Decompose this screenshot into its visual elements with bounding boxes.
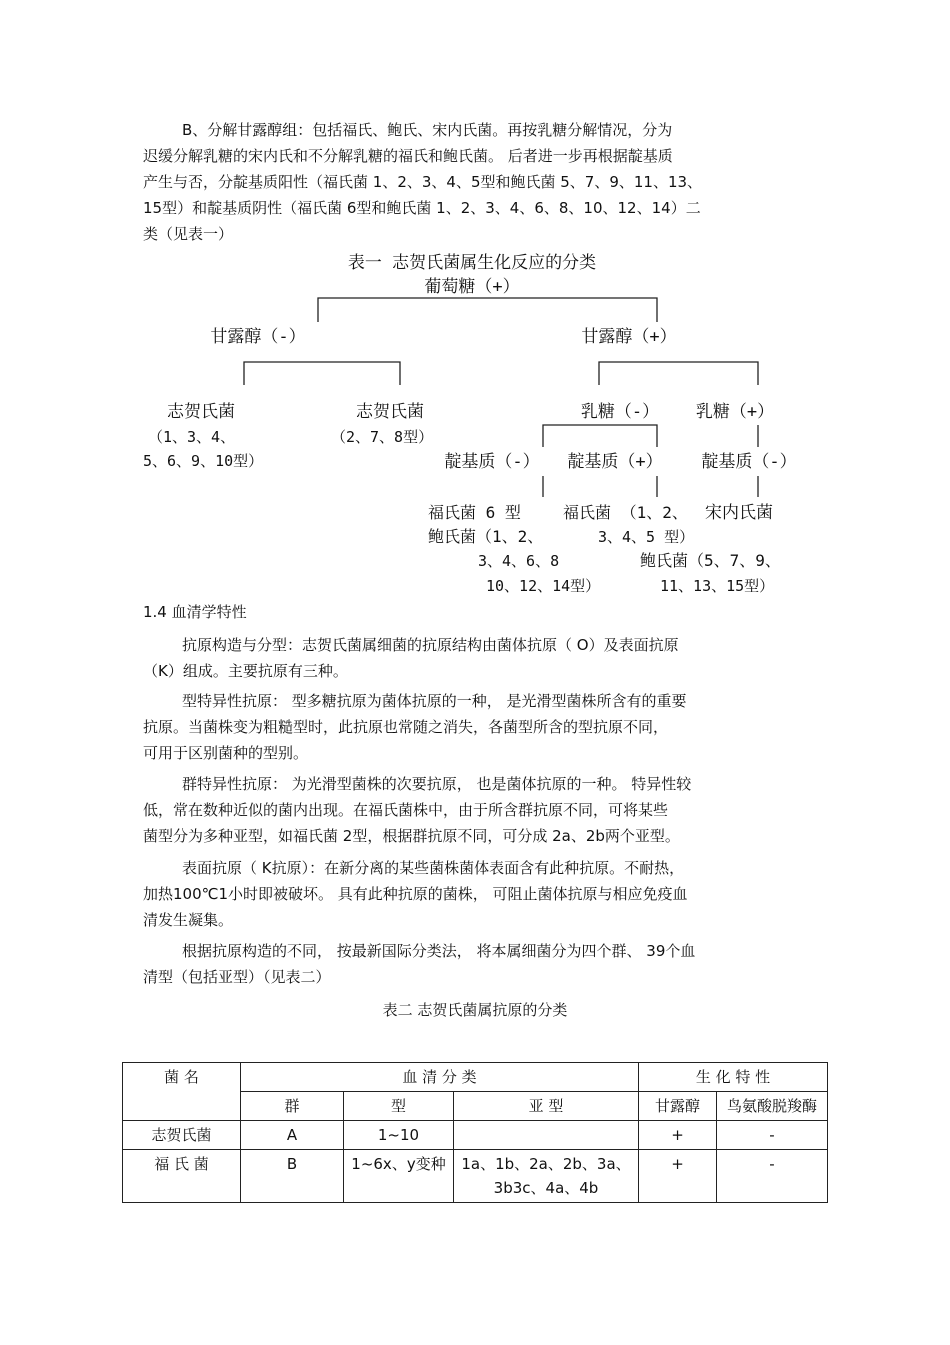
header-cell: 生 化 特 性 xyxy=(639,1063,828,1092)
text-line: 清型（包括亚型）（见表二） xyxy=(143,968,331,986)
node-glucose: 葡萄糖（+） xyxy=(424,277,520,297)
node-sonnei: 宋内氏菌 xyxy=(705,503,773,523)
node-lactose-neg: 乳糖（-） xyxy=(580,402,660,422)
header-cell: 型 xyxy=(344,1092,454,1121)
cell-ornithine: - xyxy=(717,1150,828,1203)
text-line: （K）组成。主要抗原有三种。 xyxy=(143,662,348,680)
node-indole-neg-a: 靛基质（-） xyxy=(444,452,540,472)
cell-name: 福 氏 菌 xyxy=(123,1150,241,1203)
text-line: B、分解甘露醇组：包括福氏、鲍氏、宋内氏菌。再按乳糖分解情况，分为 xyxy=(182,121,673,139)
table-header-row xyxy=(123,1063,828,1092)
text-line: 群特异性抗原： 为光滑型菌株的次要抗原， 也是菌体抗原的一种。 特异性较 xyxy=(182,775,692,793)
cell-type: 1~10 xyxy=(344,1121,454,1150)
paragraph-antigen xyxy=(143,632,813,684)
node-boydii-b: 鲍氏菌（5、7、9、 xyxy=(640,551,781,570)
node-shiga-b-types: （2、7、8型） xyxy=(331,428,434,446)
text-line: 表面抗原（ K抗原）：在新分离的某些菌株菌体表面含有此种抗原。不耐热， xyxy=(182,859,685,877)
node-indole-pos: 靛基质（+） xyxy=(567,452,663,472)
node-shiga-a-types: （1、3、4、 xyxy=(148,428,236,446)
header-cell: 鸟氨酸脱羧酶 xyxy=(717,1092,828,1121)
paragraph-classification xyxy=(143,938,813,990)
text-line: 产生与否，分靛基质阳性（福氏菌 1、2、3、4、5型和鲍氏菌 5、7、9、11、13、 xyxy=(143,173,703,191)
text-line: 迟缓分解乳糖的宋内氏和不分解乳糖的福氏和鲍氏菌。 后者进一步再根据靛基质 xyxy=(143,147,673,165)
cell-mannitol: + xyxy=(639,1121,717,1150)
cell-ornithine: - xyxy=(717,1121,828,1150)
header-cell: 菌 名 xyxy=(123,1063,241,1121)
node-mannitol-neg: 甘露醇（-） xyxy=(210,327,306,347)
text-line: 加热100℃1小时即被破坏。 具有此种抗原的菌株， 可阻止菌体抗原与相应免疫血 xyxy=(143,885,688,903)
cell-subtype xyxy=(454,1121,639,1150)
node-flexneri: 福氏菌 （1、2、 xyxy=(563,503,688,522)
node-shiga-a: 志贺氏菌 xyxy=(167,402,235,422)
text-line: 根据抗原构造的不同， 按最新国际分类法， 将本属细菌分为四个群、 39个血 xyxy=(182,942,696,960)
node-shiga-a-types: 5、6、9、10型） xyxy=(143,452,264,470)
node-boydii-a-types: 10、12、14型） xyxy=(486,577,601,595)
table1-title: 表一 志贺氏菌属生化反应的分类 xyxy=(347,253,597,273)
text-line: 类（见表一） xyxy=(143,225,234,243)
paragraph-surface-antigen xyxy=(143,855,813,933)
cell-group: B xyxy=(241,1150,344,1203)
section-heading: 1.4 血清学特性 xyxy=(143,603,247,621)
node-boydii-a: 鲍氏菌（1、2、 xyxy=(428,527,544,546)
node-boydii-b-types: 11、13、15型） xyxy=(660,577,775,595)
text-line: 15型）和靛基质阴性（福氏菌 6型和鲍氏菌 1、2、3、4、6、8、10、12、14）二 xyxy=(143,199,701,217)
header-cell: 亚 型 xyxy=(454,1092,639,1121)
text-line: 抗原构造与分型：志贺氏菌属细菌的抗原结构由菌体抗原（ O）及表面抗原 xyxy=(182,636,679,654)
table-row xyxy=(123,1150,828,1203)
node-mannitol-pos: 甘露醇（+） xyxy=(581,327,677,347)
header-cell: 血 清 分 类 xyxy=(241,1063,639,1092)
node-flexneri6: 福氏菌 6 型 xyxy=(428,503,521,522)
cell-group: A xyxy=(241,1121,344,1150)
node-boydii-a-types: 3、4、6、8 xyxy=(478,552,560,570)
header-cell: 甘露醇 xyxy=(639,1092,717,1121)
table-row xyxy=(123,1121,828,1150)
antigen-classification-table xyxy=(122,1062,828,1203)
header-cell: 群 xyxy=(241,1092,344,1121)
text-line: 菌型分为多种亚型，如福氏菌 2型，根据群抗原不同，可分成 2a、2b两个亚型。 xyxy=(143,827,680,845)
node-indole-neg-b: 靛基质（-） xyxy=(701,452,797,472)
cell-name: 志贺氏菌 xyxy=(123,1121,241,1150)
table2-caption: 表二 志贺氏菌属抗原的分类 xyxy=(382,1001,568,1019)
cell-type: 1~6x、y变种 xyxy=(344,1150,454,1203)
text-line: 型特异性抗原： 型多糖抗原为菌体抗原的一种， 是光滑型菌株所含有的重要 xyxy=(182,692,687,710)
node-lactose-pos: 乳糖（+） xyxy=(695,402,775,422)
text-line: 清发生凝集。 xyxy=(143,911,234,929)
paragraph-type-antigen xyxy=(143,688,813,766)
cell-mannitol: + xyxy=(639,1150,717,1203)
text-line: 可用于区别菌种的型别。 xyxy=(143,744,309,762)
node-shiga-b: 志贺氏菌 xyxy=(356,402,424,422)
classification-tree-diagram xyxy=(0,0,950,600)
cell-subtype: 1a、1b、2a、2b、3a、3b3c、4a、4b xyxy=(454,1150,639,1203)
paragraph-group-antigen xyxy=(143,771,813,849)
node-flexneri-types: 3、4、5 型） xyxy=(598,528,695,546)
text-line: 低，常在数种近似的菌内出现。在福氏菌株中，由于所含群抗原不同，可将某些 xyxy=(143,801,669,819)
text-line: 抗原。当菌株变为粗糙型时，此抗原也常随之消失，各菌型所含的型抗原不同， xyxy=(143,718,669,736)
